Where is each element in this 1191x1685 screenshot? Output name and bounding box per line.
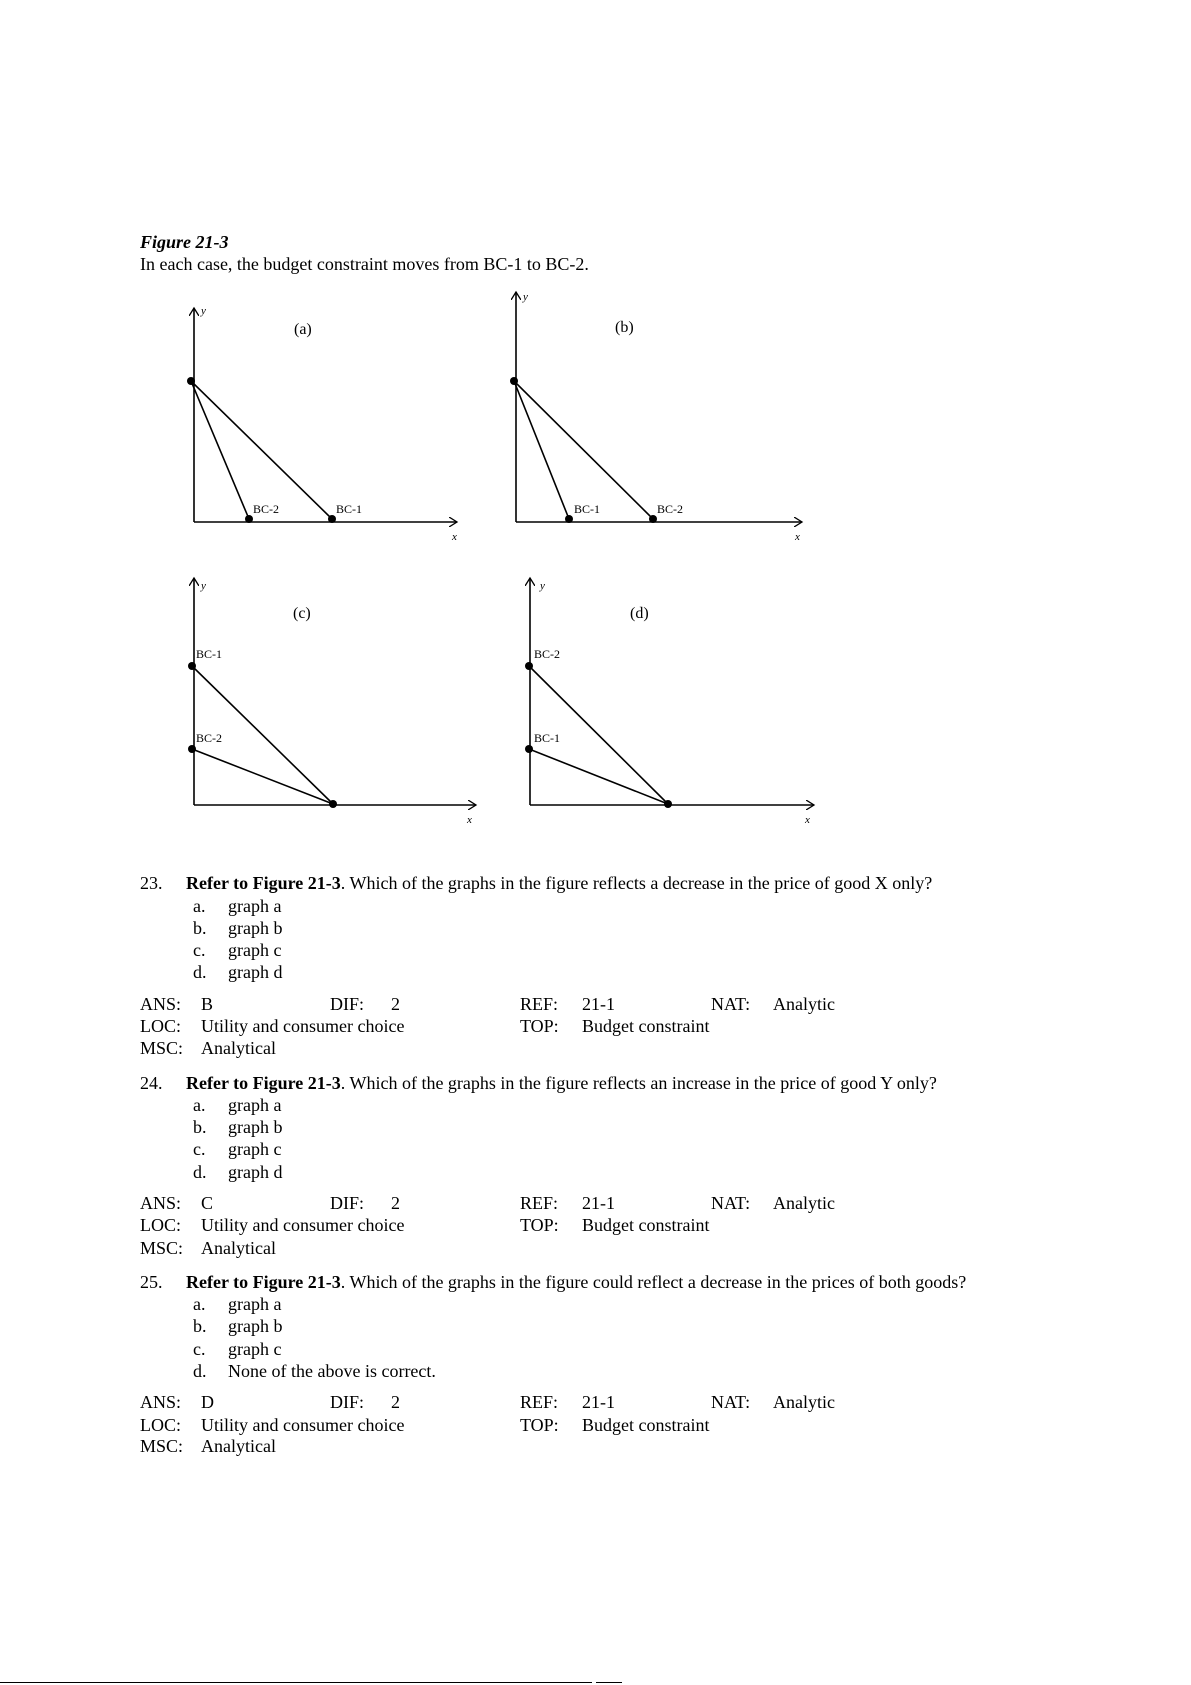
intercept-point — [188, 662, 196, 670]
dif-label: DIF: — [330, 994, 365, 1014]
msc-value: Analytical — [201, 1436, 276, 1456]
dif-value: 2 — [391, 1392, 400, 1412]
graph-c — [185, 575, 480, 830]
nat-value: Analytic — [773, 1193, 835, 1213]
option-text: graph b — [228, 1117, 283, 1137]
option-letter: c. — [193, 940, 206, 960]
dif-value: 2 — [391, 1193, 400, 1213]
option-text: graph d — [228, 962, 283, 982]
top-value: Budget constraint — [582, 1016, 710, 1036]
graph-d — [520, 575, 820, 830]
msc-label: MSC: — [140, 1238, 184, 1258]
option-letter: b. — [193, 1117, 207, 1137]
question-ref: Refer to Figure 21-3 — [186, 1272, 341, 1292]
ref-label: REF: — [520, 1193, 559, 1213]
option-letter: d. — [193, 1162, 207, 1182]
loc-label: LOC: — [140, 1215, 182, 1235]
option-letter: b. — [193, 918, 207, 938]
nat-label: NAT: — [711, 1392, 751, 1412]
nat-value: Analytic — [773, 994, 835, 1014]
x-axis-label: x — [467, 814, 472, 826]
figure-caption: In each case, the budget constraint moves from BC-1 to BC-2. — [140, 254, 589, 274]
graph-b — [505, 288, 805, 545]
loc-value: Utility and consumer choice — [201, 1016, 405, 1036]
nat-label: NAT: — [711, 994, 751, 1014]
top-label: TOP: — [520, 1215, 559, 1235]
top-value: Budget constraint — [582, 1415, 710, 1435]
ans-value: D — [201, 1392, 214, 1412]
msc-value: Analytical — [201, 1038, 276, 1058]
line-label-bc-2: BC-2 — [657, 502, 684, 516]
option-text: graph c — [228, 1339, 282, 1359]
question-text — [186, 1073, 937, 1094]
option-letter: a. — [193, 1294, 206, 1314]
intercept-point — [328, 515, 336, 523]
option-letter: c. — [193, 1139, 206, 1159]
option-text: None of the above is correct. — [228, 1361, 436, 1381]
x-axis-label: x — [795, 531, 800, 543]
top-value: Budget constraint — [582, 1215, 710, 1235]
ans-value: C — [201, 1193, 214, 1213]
question-text — [186, 1272, 966, 1293]
y-axis-label: y — [201, 580, 206, 592]
graph-a — [185, 300, 465, 545]
nat-value: Analytic — [773, 1392, 835, 1412]
question-number: 23. — [140, 873, 163, 893]
panel-label: (c) — [293, 605, 311, 622]
budget-line-bc-2 — [192, 749, 333, 804]
budget-line-bc-1 — [191, 381, 332, 519]
option-letter: d. — [193, 1361, 207, 1381]
msc-value: Analytical — [201, 1238, 276, 1258]
line-label-bc-2: BC-2 — [196, 731, 223, 745]
ref-value: 21-1 — [582, 994, 615, 1014]
panel-label: (d) — [630, 605, 649, 622]
y-axis-label: y — [523, 291, 528, 303]
panel-label: (b) — [615, 319, 634, 336]
intercept-point — [245, 515, 253, 523]
question-ref: Refer to Figure 21-3 — [186, 1073, 341, 1093]
line-label-bc-1: BC-1 — [196, 647, 223, 661]
loc-label: LOC: — [140, 1415, 182, 1435]
ref-value: 21-1 — [582, 1193, 615, 1213]
footer-rule-segment — [596, 1682, 622, 1683]
x-axis-label: x — [452, 531, 457, 543]
ans-value: B — [201, 994, 214, 1014]
line-label-bc-1: BC-1 — [534, 731, 561, 745]
question-body: . Which of the graphs in the figure reflects an increase in the price of good Y only? — [340, 1073, 937, 1093]
loc-value: Utility and consumer choice — [201, 1215, 405, 1235]
footer-rule — [0, 1682, 592, 1683]
option-letter: b. — [193, 1316, 207, 1336]
intercept-point — [188, 745, 196, 753]
intercept-point — [510, 377, 518, 385]
option-text: graph d — [228, 1162, 283, 1182]
dif-value: 2 — [391, 994, 400, 1014]
option-letter: a. — [193, 1095, 206, 1115]
option-text: graph b — [228, 1316, 283, 1336]
loc-value: Utility and consumer choice — [201, 1415, 405, 1435]
option-text: graph a — [228, 1294, 282, 1314]
option-letter: d. — [193, 962, 207, 982]
option-text: graph c — [228, 1139, 282, 1159]
question-text — [186, 873, 932, 894]
intercept-point — [525, 662, 533, 670]
option-text: graph c — [228, 940, 282, 960]
intercept-point — [187, 377, 195, 385]
intercept-point — [565, 515, 573, 523]
line-label-bc-2: BC-2 — [253, 502, 280, 516]
x-axis-label: x — [805, 814, 810, 826]
ans-label: ANS: — [140, 1392, 182, 1412]
question-body: . Which of the graphs in the figure reflects a decrease in the price of good X only? — [340, 873, 933, 893]
option-text: graph b — [228, 918, 283, 938]
top-label: TOP: — [520, 1016, 559, 1036]
budget-line-bc-2 — [514, 381, 653, 519]
dif-label: DIF: — [330, 1392, 365, 1412]
question-number: 24. — [140, 1073, 163, 1093]
dif-label: DIF: — [330, 1193, 365, 1213]
option-letter: c. — [193, 1339, 206, 1359]
ref-label: REF: — [520, 994, 559, 1014]
ans-label: ANS: — [140, 1193, 182, 1213]
budget-line-bc-1 — [514, 381, 569, 519]
line-label-bc-2: BC-2 — [534, 647, 561, 661]
question-body: . Which of the graphs in the figure could reflect a decrease in the prices of both goods? — [340, 1272, 967, 1292]
option-text: graph a — [228, 1095, 282, 1115]
intercept-point — [649, 515, 657, 523]
msc-label: MSC: — [140, 1436, 184, 1456]
panel-label: (a) — [294, 321, 312, 338]
budget-line-bc-2 — [191, 381, 249, 519]
ref-label: REF: — [520, 1392, 559, 1412]
loc-label: LOC: — [140, 1016, 182, 1036]
option-text: graph a — [228, 896, 282, 916]
top-label: TOP: — [520, 1415, 559, 1435]
y-axis-label: y — [201, 305, 206, 317]
nat-label: NAT: — [711, 1193, 751, 1213]
y-axis-label: y — [540, 580, 545, 592]
budget-line-bc-1 — [529, 749, 668, 804]
line-label-bc-1: BC-1 — [336, 502, 363, 516]
intercept-point — [329, 800, 337, 808]
msc-label: MSC: — [140, 1038, 184, 1058]
intercept-point — [664, 800, 672, 808]
option-letter: a. — [193, 896, 206, 916]
line-label-bc-1: BC-1 — [574, 502, 601, 516]
question-ref: Refer to Figure 21-3 — [186, 873, 341, 893]
figure-title: Figure 21-3 — [140, 232, 229, 252]
intercept-point — [525, 745, 533, 753]
ref-value: 21-1 — [582, 1392, 615, 1412]
ans-label: ANS: — [140, 994, 182, 1014]
question-number: 25. — [140, 1272, 163, 1292]
